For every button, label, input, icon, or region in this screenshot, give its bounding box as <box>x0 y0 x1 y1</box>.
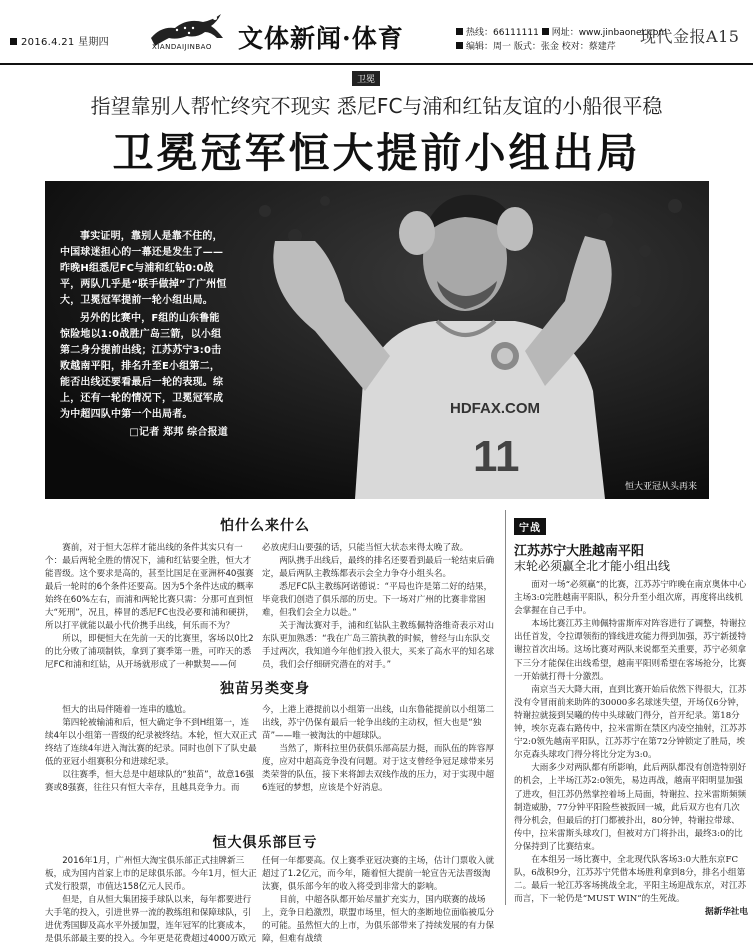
photo-caption: 恒大亚冠从头再来 <box>624 482 697 492</box>
website: 网址：www.jinbaonet.com <box>551 28 668 38</box>
hotline: 热线：66111111 <box>466 28 539 38</box>
sidebar-body <box>514 579 748 918</box>
column-divider <box>505 510 506 905</box>
sidebar-paragraph: 本场比赛江苏主帅佩特雷斯库对阵容进行了调整，特谢拉出任首发，令拉谭领衔的锋线进攻能力得到加强，苏宁新援特谢拉首次出场。这场比赛对两队来说都至关重要，苏宁必须拿下三分才能保住出线希望，越南平阳则希望在客场抢分，比赛一开始就打得十分激烈。 <box>514 619 747 682</box>
section-heading-text: 恒大俱乐部巨亏 <box>212 835 318 851</box>
page-number: A15 <box>706 27 740 46</box>
sidebar-paragraph: 面对一场“必须赢”的比赛，江苏苏宁昨晚在南京奥体中心主场3:0完胜越南平阳队，积分升至小组次席，再度将出线机会掌握在自己手中。 <box>514 580 747 617</box>
section-heading <box>45 515 485 535</box>
main-headline: 卫冕冠军恒大提前小组出局 <box>112 129 641 177</box>
logo-text: XIANDAIJINBAO <box>152 43 212 51</box>
brand <box>640 24 739 47</box>
article-paragraph: 2016年1月，广州恒大淘宝俱乐部正式挂牌新三板，成为国内首家上市的足球俱乐部。今年1月，恒大正式发行股票，市值达158亿元人民币。 <box>45 856 257 892</box>
sidebar-byline: 据新华社电 <box>705 907 748 918</box>
section-heading <box>45 678 485 698</box>
article-column <box>45 704 257 795</box>
article-column <box>45 855 257 944</box>
editors: 编辑：周一 版式：张金 校对：蔡建芹 <box>466 42 616 52</box>
section-heading-text: 独苗另类变身 <box>220 681 310 697</box>
sidebar-paragraph: 大雨多少对两队都有所影响，此后两队都没有创造特别好的机会，上半场江苏2:0领先，易边再战，越南平阳明显加强了进攻，但江苏仍然掌控着场上局面，特谢拉、拉米雷斯频频制造威胁，77分钟平阳险些被扳回一城，此后双方也有几次得分机会，但最后的打门都被扑出，80分钟，特谢拉带球、传中，拉米雷斯头球攻门，但被对方门将扑出，最终3:0的比分保持到了比赛结束。 <box>514 763 747 852</box>
article-paragraph: 任何一年都要高。仅上赛季亚冠决赛的主场，估计门票收入就超过了1.2亿元，而今年，随着恒大提前一轮宣告无法晋级淘汰赛，俱乐部今年的收入将受到非常大的影响。 <box>262 856 495 892</box>
article-paragraph: 恒大的出局伴随着一连串的尴尬。 <box>62 705 192 715</box>
article-column <box>45 542 257 672</box>
section-heading-text: 怕什么来什么 <box>220 518 310 534</box>
sidebar-title: 江苏苏宁大胜越南平阳 <box>514 544 645 559</box>
article-paragraph: 第四轮被输浦和后，恒大确定争不到H组第一，连续4年以小组第一晋级的纪录被终结。本轮，恒大双正式终结了连续4年进入淘汰赛的纪录。同时也创下了队史最低的亚冠小组赛积分和进球纪录。 <box>45 718 257 767</box>
sidebar-tag: 宁战 <box>514 518 546 535</box>
sidebar-paragraph: 在本组另一场比赛中，全北现代队客场3:0大胜东京FC队，6战积9分，江苏苏宁凭借本场胜利拿到8分，排名小组第二。最后一轮江苏客场挑战全北，平阳主场迎战东京，对江苏而言，下一轮仍是“MUST WIN”的生死战。 <box>514 854 747 905</box>
jersey-sponsor: HDFAX.COM <box>450 400 540 417</box>
article-column <box>262 704 498 795</box>
sidebar-subtitle: 末轮必须赢全北才能小组出线 <box>514 559 671 573</box>
sidebar-paragraph: 南京当天大降大雨，直到比赛开始后依然下得很大，江苏没有令冒雨前来助阵的30000多名球迷失望，开场仅6分钟，特谢拉就接到吴曦的传中头球破门得分，首开纪录。第18分钟，埃尔克森右路传中，拉米雷斯在禁区内凌空抽射，江苏苏宁2:0领先越南平阳队，江苏苏宁在第72分钟锁定了胜局，埃尔克森头球攻门得分将比分定为3:0。 <box>514 684 747 761</box>
lead-paragraph: 事实证明，靠别人是靠不住的，中国球迷担心的一幕还是发生了——昨晚H组悉尼FC与浦和红钻0:0战平，两队几乎是“联手做掉”了广州恒大，卫冕冠军提前一轮小组出局。 <box>60 231 227 306</box>
article-paragraph: 目前，中超各队都开始尽量扩充实力，国内联赛的战场上，竞争日趋激烈，联盟市场里，恒大的垄断地位面临被瓜分的可能。虽然恒大的上市，为俱乐部带来了持续发展的有力保障，但难有战绩 <box>262 895 495 944</box>
section-heading <box>45 832 485 852</box>
article-paragraph: 赛前，对于恒大怎样才能出线的条件其实只有一个：最后两轮全胜的情况下，浦和红钻要全胜，恒大才能晋级。这个要求是高的，甚至比国足在亚洲杯40强赛最后一轮时的6个条件还要高。因为5个条件达成的概率始终在60%左右，而浦和两轮比赛只需：分那可直到恒大“死刑”，况且，棒冒的悉尼FC也没必要和浦和硬拼，所以打平就能以最小代价携手出线，何乐而不为？ <box>45 543 254 631</box>
article-paragraph: 今，上港上港提前以小组第一出线，山东鲁能提前以小组第二出线，苏宁仍保有最后一轮争出线的主动权，恒大也是“独苗”——唯一被淘汰的中超球队。 <box>262 705 495 741</box>
article-paragraph: 两队携手出线后，最终的排名还要看到最后一轮结束后确定，最后两队主教练都表示会全力争夺小组头名。 <box>262 556 495 579</box>
article-paragraph: 但是，自从恒大集团接手球队以来，每年都要进行大手笔的投入，引进世界一流的教练组和保障球队，引进优秀国脚及高水平外援加盟，连年冠军的比赛成本，是俱乐部最主要的投入。今年更是花费超过4000万欧元 <box>45 895 256 944</box>
lead-paragraph: 另外的比赛中，F组的山东鲁能惊险地以1:0战胜广岛三箭，以小组第二身分提前出线；江苏苏宁3:0击败越南平阳，排名升至E小组第二，能否出线还要看最后一轮的表现。综上，还有一轮的情况下，卫冕冠军成为中超四队中第一个出局者。 <box>60 313 224 420</box>
section-title: 文体新闻·体育 <box>238 24 404 53</box>
issue-date: 2016.4.21 星期四 <box>10 33 109 48</box>
jersey-number: 11 <box>473 432 520 481</box>
article-paragraph: 关于淘汰赛对手，浦和红钻队主教练佩特洛维奇表示对山东队更加熟悉：“我在广岛三箭执教的时候，曾经与山东队交手过两次，我知道今年他们投入很大，买来了高水平的知名球员，我们会仔细研究潜在的对手。” <box>262 621 495 670</box>
article-paragraph: 以往赛季，恒大总是中超球队的“独苗”，故意16强赛或8强赛，往往只有恒大幸存，且越具竞争力。而 <box>45 770 254 793</box>
article-paragraph: 悉尼FC队主教练阿诺德说：“平局也许是第二好的结果，毕竟我们创造了俱乐部的历史。下一场对广州的比赛非常困难，但我们会全力以赴。” <box>262 582 493 618</box>
article-paragraph: 所以，即便恒大在先前一天的比赛里，客场以0比2的比分败了浦项制铁，拿到了赛季第一胜，可昨天的悉尼FC和浦和红钻，从开场就形成了一种默契——何 <box>45 634 254 670</box>
lead-text <box>60 229 228 441</box>
brand-name: 现代金报 <box>640 27 707 46</box>
headline-tag: 卫冕 <box>352 71 380 86</box>
masthead-rule <box>0 63 753 65</box>
article-column <box>262 542 498 672</box>
article-column <box>262 855 498 944</box>
article-paragraph: 当然了，斯科拉里仍获俱乐部高层力挺，而队伍的阵容厚度，应对中超高竞争没有问题。对于这支曾经争冠足球带来另类荣誉的队伍，接下来将卸去双线作战的压力，对于实现中超6连冠的梦想，应该是个好消息。 <box>262 744 495 793</box>
contact-info <box>456 26 667 54</box>
article-paragraph: 必放虎归山要强的话，只能当恒大状态来得太晚了敌。 <box>262 543 469 553</box>
lead-byline: □记者 郑邦 综合报道 <box>129 427 228 438</box>
masthead <box>0 0 753 64</box>
subheadline: 指望靠别人帮忙终究不现实 悉尼FC与浦和红钻友谊的小船很平稳 <box>90 94 663 118</box>
